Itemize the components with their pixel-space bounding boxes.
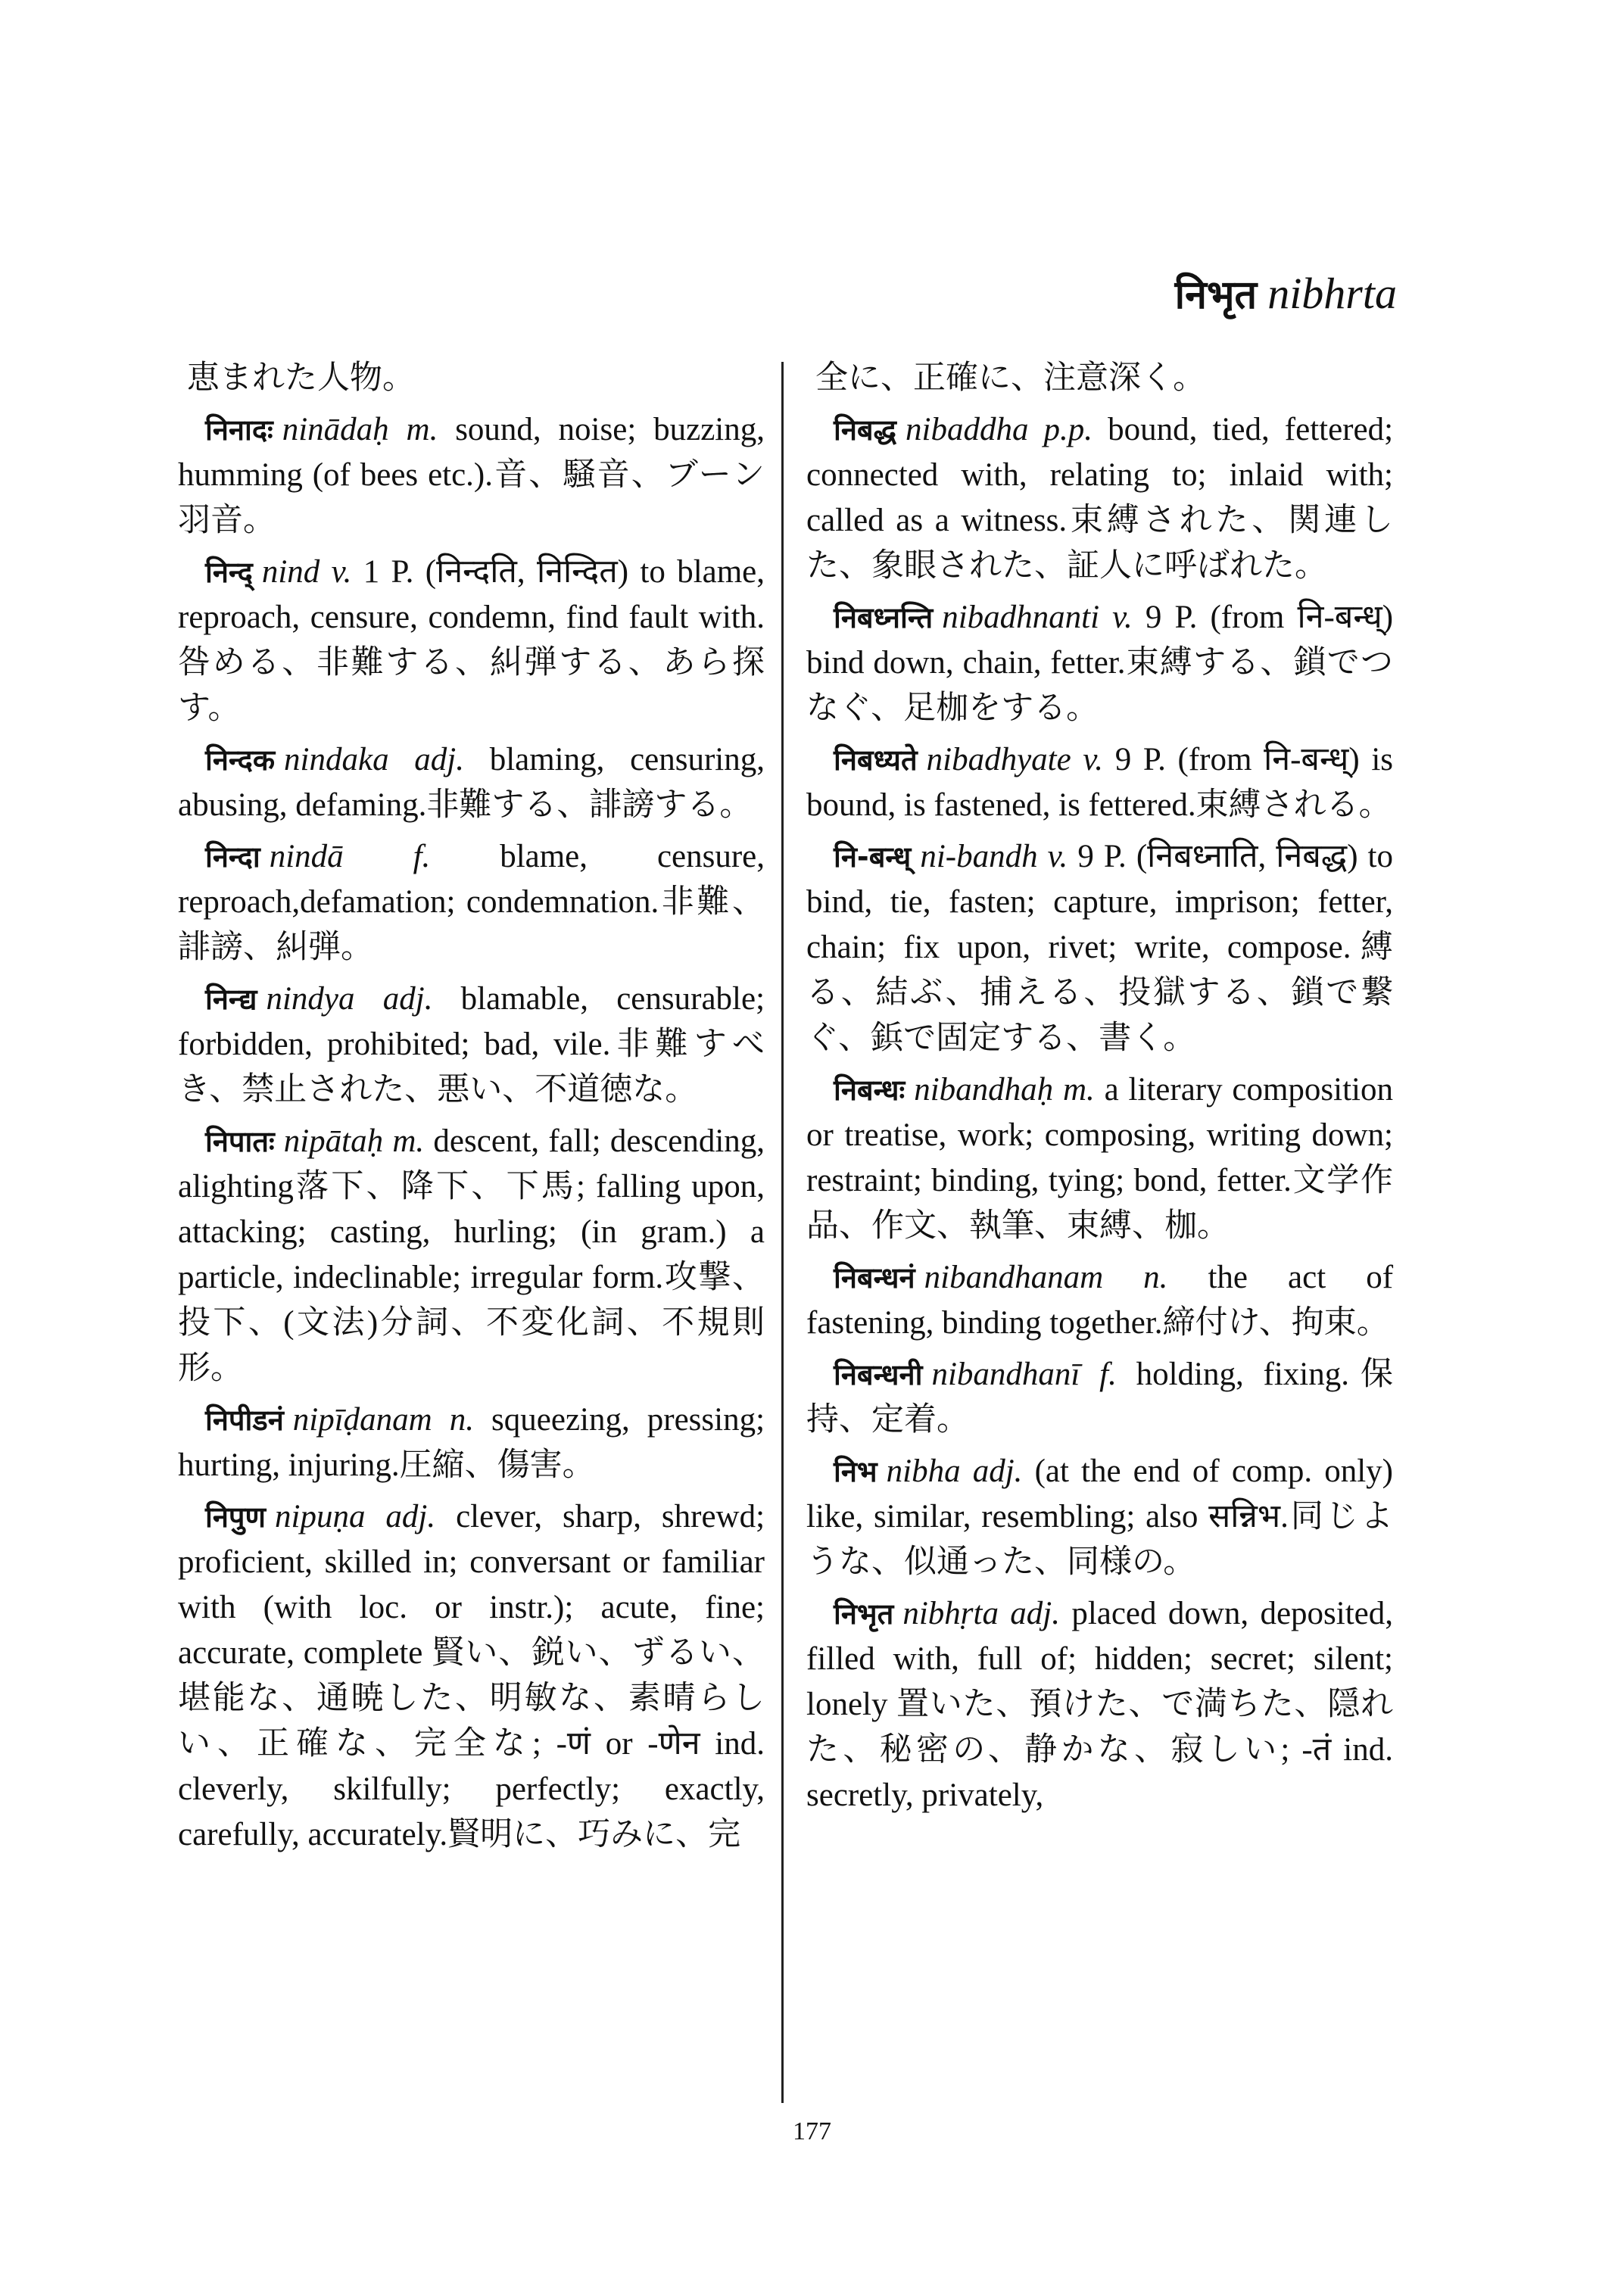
grammar-label: adj. xyxy=(414,742,464,777)
headword-devanagari: निबध्नन्ति xyxy=(834,601,934,634)
page-number: 177 xyxy=(793,2117,831,2145)
entry-definition: a literary composition or treatise, work; composing, writing down; restraint; binding, tying; bond, fetter.文学作品、作文、執筆、束縛、枷。 xyxy=(806,1072,1393,1244)
running-header xyxy=(1175,266,1397,320)
headword-transliteration: nibha xyxy=(886,1453,961,1489)
headword-devanagari: नि-बन्ध् xyxy=(834,840,912,874)
headword-transliteration: nind xyxy=(261,554,320,590)
headword-devanagari: निबन्धनं xyxy=(834,1261,915,1294)
dictionary-entry xyxy=(806,1591,1393,1818)
headword-devanagari: निपातः xyxy=(205,1125,275,1158)
dictionary-entry xyxy=(806,1449,1393,1585)
dictionary-entry xyxy=(806,595,1393,731)
headword-transliteration: nipuṇa xyxy=(275,1499,366,1534)
headword-transliteration: nibadhnanti xyxy=(942,600,1100,635)
dictionary-entry xyxy=(178,1494,765,1858)
grammar-label: f. xyxy=(413,839,431,874)
headword-devanagari: निबध्यते xyxy=(834,743,918,777)
grammar-label: m. xyxy=(392,1123,425,1159)
headword-transliteration: ni-bandh xyxy=(920,839,1038,874)
grammar-label: v. xyxy=(331,554,352,590)
entry-definition: 9 P. (निबध्नाति, निबद्ध) to bind, tie, fasten; capture, imprison; fetter, chain; fix upon, rivet; write, compose.縛る、結ぶ、捕える、投獄する、鎖で繋ぐ、鋲で固定する、書く。 xyxy=(806,839,1394,1056)
entry-definition: sound, noise; buzzing, humming (of bees etc.).音、騒音、ブーン羽音。 xyxy=(178,412,765,538)
headword-transliteration: nindya xyxy=(266,981,355,1017)
entry-definition: blame, censure, reproach,defamation; condemnation.非難、誹謗、糾弾。 xyxy=(178,839,765,965)
headword-devanagari: निन्दा xyxy=(205,840,260,874)
headword-devanagari: निन्दक xyxy=(205,743,276,777)
column-divider xyxy=(781,362,784,2103)
grammar-label: n. xyxy=(449,1402,475,1438)
headword-transliteration: nibandhaḥ xyxy=(914,1072,1054,1108)
headword-transliteration: ninādaḥ xyxy=(282,412,389,447)
headword-devanagari: निभृत xyxy=(834,1597,894,1631)
grammar-label: p.p. xyxy=(1043,412,1093,447)
grammar-label: n. xyxy=(1143,1260,1168,1295)
entry-definition: 9 P. (from नि-बन्ध्) is bound, is fastened, is fettered.束縛される。 xyxy=(806,742,1393,823)
dictionary-entry xyxy=(178,737,765,828)
grammar-label: v. xyxy=(1112,600,1133,635)
header-latin: nibhrta xyxy=(1267,269,1397,318)
headword-devanagari: निन्द् xyxy=(205,556,253,589)
dictionary-entry xyxy=(178,834,765,970)
headword-transliteration: nindaka xyxy=(284,742,389,777)
grammar-label: f. xyxy=(1099,1357,1117,1392)
dictionary-entry xyxy=(178,977,765,1113)
entry-definition: blaming, censuring, abusing, defaming.非難する、誹謗する。 xyxy=(178,742,765,823)
grammar-label: v. xyxy=(1047,839,1068,874)
headword-transliteration: nindā xyxy=(269,839,344,874)
headword-transliteration: nipīḍanam xyxy=(292,1402,432,1438)
dictionary-entry xyxy=(178,1119,765,1391)
headword-devanagari: निपीडनं xyxy=(205,1404,284,1437)
headword-devanagari: निपुण xyxy=(205,1500,266,1534)
dictionary-entry xyxy=(806,356,1393,401)
headword-transliteration: nibadhyate xyxy=(926,742,1071,777)
headword-devanagari: निबन्धः xyxy=(834,1073,906,1107)
header-devanagari: निभृत xyxy=(1174,273,1258,318)
entry-definition: holding, fixing.保持、定着。 xyxy=(806,1357,1393,1438)
dictionary-entry xyxy=(806,1255,1393,1346)
entry-definition: (at the end of comp. only) like, similar, resembling; also सन्निभ.同じような、似通った、同様の。 xyxy=(806,1453,1394,1580)
right-column xyxy=(806,356,1393,1824)
left-column xyxy=(178,356,765,1864)
headword-devanagari: निनादः xyxy=(205,413,273,447)
headword-transliteration: nibaddha xyxy=(906,412,1029,447)
entry-definition: clever, sharp, shrewd; proficient, skilled in; conversant or familiar with (with loc. or instr.); acute, fine; accurate, complete 賢い、鋭い、ずるい、堪能な、通暁した、明敏な、素晴らしい、正確な、完全な; -णं or -णेन ind. cleverly, skilfully; perfectly; exactly, carefully, accurately.賢明に、巧みに、完 xyxy=(178,1499,765,1852)
grammar-label: adj. xyxy=(385,1499,436,1534)
entry-definition: 全に、正確に、注意深く。 xyxy=(815,360,1206,396)
dictionary-entry xyxy=(178,1397,765,1488)
headword-transliteration: nibhṛta xyxy=(902,1596,999,1631)
dictionary-entry xyxy=(806,1067,1393,1249)
headword-devanagari: निभ xyxy=(834,1455,877,1488)
entry-definition: blamable, censurable; forbidden, prohibited; bad, vile.非難すべき、禁止された、悪い、不道徳な。 xyxy=(178,981,765,1108)
entry-definition: 9 P. (from नि-बन्ध्) bind down, chain, fetter.束縛する、鎖でつなぐ、足枷をする。 xyxy=(806,600,1394,726)
entry-definition: placed down, deposited, filled with, full of; hidden; secret; silent; lonely 置いた、預けた、で満ちた、隠れた、秘密の、静かな、寂しい; -तं ind. secretly, privately, xyxy=(806,1596,1394,1813)
dictionary-entry xyxy=(178,550,765,731)
entry-definition: 恵まれた人物。 xyxy=(187,360,415,396)
headword-transliteration: nipātaḥ xyxy=(283,1123,384,1159)
headword-transliteration: nibandhanī xyxy=(931,1357,1080,1392)
entry-definition: 1 P. (निन्दति, निन्दित) to blame, reproach, censure, condemn, find fault with.咎める、非難する、糾弾する、あら探す。 xyxy=(178,554,765,726)
dictionary-entry xyxy=(178,407,765,544)
dictionary-entry xyxy=(806,407,1393,589)
headword-devanagari: निबद्ध xyxy=(834,413,896,447)
headword-devanagari: निन्द्य xyxy=(205,983,257,1016)
grammar-label: v. xyxy=(1083,742,1104,777)
headword-devanagari: निबन्धनी xyxy=(834,1358,923,1391)
headword-transliteration: nibandhanam xyxy=(924,1260,1104,1295)
grammar-label: adj. xyxy=(1010,1596,1060,1631)
dictionary-entry xyxy=(806,834,1393,1061)
entry-definition: bound, tied, fettered; connected with, relating to; inlaid with; called as a witness.束縛された、関連した、象眼された、証人に呼ばれた。 xyxy=(806,412,1394,584)
grammar-label: m. xyxy=(1062,1072,1095,1108)
grammar-label: adj. xyxy=(972,1453,1023,1489)
dictionary-entry xyxy=(806,1352,1393,1443)
grammar-label: adj. xyxy=(382,981,433,1017)
grammar-label: m. xyxy=(406,412,438,447)
entry-definition: descent, fall; descending, alighting落下、降下、下馬; falling upon, attacking; casting, hurling; (in gram.) a particle, indeclinable; irregular form.攻撃、投下、(文法)分詞、不変化詞、不規則形。 xyxy=(178,1123,765,1386)
entry-definition: the act of fastening, binding together.締付け、拘束。 xyxy=(806,1260,1394,1341)
dictionary-entry xyxy=(178,356,765,401)
entry-definition: squeezing, pressing; hurting, injuring.圧縮、傷害。 xyxy=(178,1402,765,1483)
dictionary-entry xyxy=(806,737,1393,828)
